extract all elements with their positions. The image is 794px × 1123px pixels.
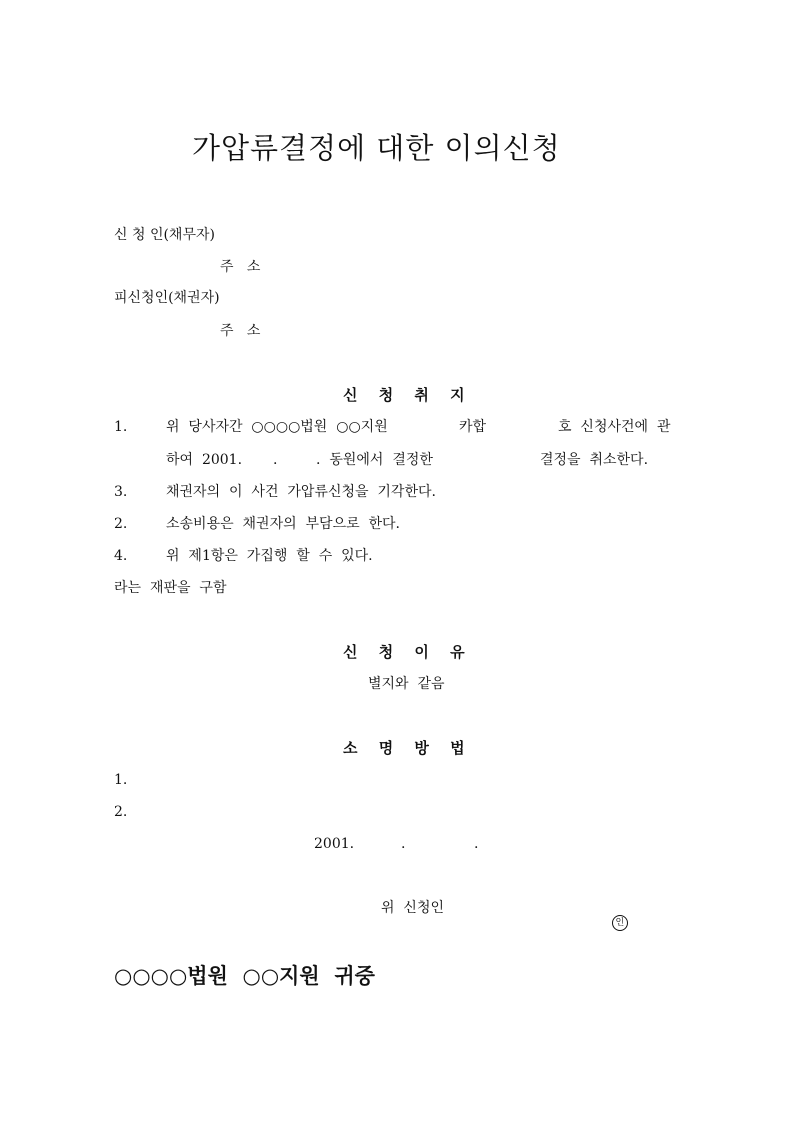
claim-text: 위 당사자간 ○○○○법원 ○○지원 [166, 419, 388, 435]
evidence-heading: 소 명 방 법 [343, 739, 473, 757]
court-addressee: ○○○○법원 ○○지원 귀중 [114, 964, 375, 988]
claim-text: 위 제1항은 가집행 할 수 있다. [166, 548, 373, 564]
claim-number: 2. [114, 516, 128, 532]
claim-number: 3. [114, 484, 128, 500]
respondent-label: 피신청인(채권자) [114, 290, 220, 306]
document-title: 가압류결정에 대한 이의신청 [192, 131, 561, 165]
claim-text: . [273, 452, 278, 468]
claim-text: 결정을 취소한다. [540, 452, 649, 468]
respondent-address-label: 주 소 [220, 323, 261, 339]
claim-text: 카합 [459, 419, 487, 435]
claims-closing: 라는 재판을 구함 [114, 580, 227, 596]
date-separator: . [474, 836, 479, 852]
claim-text: 호 신청사건에 관 [558, 419, 671, 435]
date-year: 2001. [314, 836, 355, 852]
claim-text: 채권자의 이 사건 가압류신청을 기각한다. [166, 484, 436, 500]
date-separator: . [401, 836, 406, 852]
reasons-text: 별지와 같음 [368, 676, 445, 692]
claim-number: 1. [114, 419, 128, 435]
reasons-heading: 신 청 이 유 [343, 643, 473, 661]
claim-number: 4. [114, 548, 128, 564]
signature-label: 위 신청인 [381, 900, 444, 916]
applicant-address-label: 주 소 [220, 259, 261, 275]
claim-text: . 동원에서 결정한 [316, 452, 433, 468]
claim-text: 소송비용은 채권자의 부담으로 한다. [166, 516, 401, 532]
seal-mark [594, 900, 628, 945]
applicant-label: 신 청 인(채무자) [114, 227, 215, 243]
evidence-item: 2. [114, 804, 128, 820]
evidence-item: 1. [114, 772, 128, 788]
claim-text: 하여 2001. [166, 452, 243, 468]
seal-icon: 인 [612, 915, 628, 931]
claims-heading: 신 청 취 지 [343, 386, 473, 404]
